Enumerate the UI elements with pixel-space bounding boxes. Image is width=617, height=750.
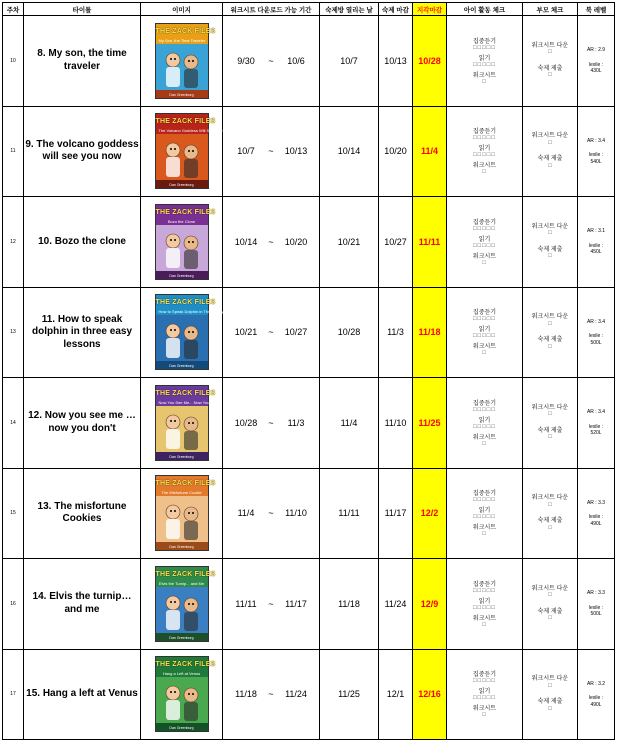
lexile-label: lexile : (588, 61, 604, 68)
lexile-value: 490L (590, 701, 602, 708)
download-period (223, 106, 320, 197)
parent-submit-label: 숙제 제출 (537, 337, 563, 344)
read-checkboxes[interactable]: □□□□□ (472, 242, 497, 249)
homework-open-date: 11/18 (320, 559, 379, 650)
read-label: 읽기 (478, 417, 491, 424)
period-separator: ~ (268, 236, 274, 247)
homework-open-date: 10/14 (320, 106, 379, 197)
parent-download-checkbox[interactable]: □ (548, 139, 552, 146)
late-due-date: 11/18 (413, 287, 447, 378)
homework-due-date: 10/20 (379, 106, 413, 197)
parent-download-label: 워크시트 다운 (531, 223, 569, 230)
download-period (223, 16, 320, 107)
late-due-date: 11/4 (413, 106, 447, 197)
listen-label: 집중듣기 (472, 491, 497, 498)
ar-level: AR : 3.4 (586, 409, 606, 415)
cover-figures (156, 225, 208, 271)
worksheet-label: 워크시트 (472, 72, 497, 79)
homework-due-date: 11/17 (379, 468, 413, 559)
table-row (3, 287, 615, 378)
book-level (578, 197, 615, 288)
table-row (3, 649, 615, 740)
header-late-due: 지각마감 (413, 3, 447, 16)
period-end: 10/13 (284, 146, 308, 157)
homework-due-date: 10/27 (379, 197, 413, 288)
activity-check (447, 468, 523, 559)
book-title: 9. The volcano goddess will see you now (24, 106, 141, 197)
lexile-value: 520L (590, 430, 602, 436)
book-title: 15. Hang a left at Venus (24, 649, 141, 740)
book-level (578, 649, 615, 740)
ar-level: AR : 3.4 (586, 318, 606, 325)
homework-open-date: 10/28 (320, 287, 379, 378)
period-end: 10/20 (284, 236, 308, 247)
cover-cell (141, 197, 223, 288)
parent-submit-label: 숙제 제출 (537, 156, 563, 163)
cover-cell (141, 649, 223, 740)
ar-level: AR : 3.4 (586, 137, 606, 144)
listen-label: 집중듣기 (472, 129, 497, 136)
ar-level: AR : 3.2 (586, 680, 606, 687)
cover-series-logo: THE ZACK FILES (155, 118, 216, 126)
parent-download-label: 워크시트 다운 (531, 133, 569, 140)
book-title: 11. How to speak dolphin in three easy lessons (24, 287, 141, 378)
lexile-label: lexile : (588, 242, 604, 249)
parent-download-label: 워크시트 다운 (531, 42, 569, 49)
parent-download-checkbox[interactable]: □ (548, 320, 552, 327)
worksheet-label: 워크시트 (472, 163, 497, 170)
read-checkboxes[interactable]: □□□□□ (472, 604, 497, 611)
header-open-day: 숙제방 열리는 날 (320, 3, 379, 16)
week-number: 15 (3, 468, 24, 559)
parent-check (523, 649, 578, 740)
parent-download-label: 워크시트 다운 (531, 314, 569, 321)
homework-due-date: 11/10 (379, 378, 413, 469)
week-number: 17 (3, 649, 24, 740)
late-due-date: 12/9 (413, 559, 447, 650)
download-period (223, 559, 320, 650)
read-label: 읽기 (478, 598, 491, 605)
lexile-label: lexile : (588, 695, 604, 701)
activity-check (447, 559, 523, 650)
homework-due-date: 11/3 (379, 287, 413, 378)
reading-schedule-table (2, 2, 615, 740)
parent-download-label: 워크시트 다운 (531, 676, 569, 683)
week-number: 13 (3, 287, 24, 378)
parent-check (523, 378, 578, 469)
parent-submit-checkbox[interactable]: □ (548, 72, 552, 79)
cover-figures (156, 677, 208, 723)
listen-label: 집중듣기 (472, 400, 497, 407)
period-separator: ~ (268, 508, 274, 519)
lexile-label: lexile : (588, 604, 604, 611)
late-due-date: 12/16 (413, 649, 447, 740)
download-period (223, 378, 320, 469)
cover-figures (156, 496, 208, 542)
period-end: 11/10 (285, 508, 307, 519)
book-cover-image (155, 566, 216, 642)
worksheet-label: 워크시트 (472, 525, 497, 532)
cover-author: Dan Greenburg (169, 635, 194, 640)
parent-submit-checkbox[interactable]: □ (548, 343, 552, 350)
cover-title: Hang a Left at Venus (162, 671, 201, 677)
listen-label: 집중듣기 (472, 581, 497, 588)
cover-figures (156, 587, 208, 633)
cover-title: Elvis the Turnip... and Me (158, 580, 205, 586)
read-checkboxes[interactable]: □□□□□ (472, 423, 497, 430)
activity-check (447, 16, 523, 107)
period-start: 10/21 (234, 327, 258, 338)
homework-due-date: 12/1 (379, 649, 413, 740)
parent-download-checkbox[interactable]: □ (548, 592, 552, 599)
cover-illustration (156, 406, 208, 452)
header-parent-check: 부모 체크 (523, 3, 578, 16)
week-number: 10 (3, 16, 24, 107)
listen-checkboxes[interactable]: □□□□□ (472, 406, 497, 413)
cover-title: Bozo the Clone (167, 218, 196, 224)
table-row (3, 468, 615, 559)
parent-submit-checkbox[interactable]: □ (548, 615, 552, 622)
parent-download-checkbox[interactable]: □ (548, 49, 552, 56)
parent-submit-label: 숙제 제출 (537, 608, 563, 615)
listen-checkboxes[interactable]: □□□□□ (472, 44, 497, 51)
cover-series-logo: THE ZACK FILES (155, 661, 216, 669)
book-title: 13. The misfortune Cookies (24, 468, 141, 559)
cover-figures (156, 315, 208, 361)
lexile-value: 490L (590, 520, 602, 527)
parent-submit-checkbox[interactable]: □ (548, 253, 552, 260)
ar-level: AR : 3.1 (586, 228, 606, 234)
worksheet-checkbox[interactable]: □ (482, 440, 487, 447)
lexile-value: 430L (590, 68, 602, 74)
read-label: 읽기 (478, 55, 491, 62)
cover-title: The Volcano Goddess Will See You Now (158, 128, 231, 134)
cover-series-logo: THE ZACK FILES (155, 480, 216, 488)
lexile-value: 540L (590, 158, 602, 165)
parent-check (523, 287, 578, 378)
ar-level: AR : 2.9 (586, 47, 606, 53)
cover-author: Dan Greenburg (169, 273, 194, 278)
parent-submit-label: 숙제 제출 (537, 65, 563, 72)
cover-cell (141, 468, 223, 559)
worksheet-label: 워크시트 (472, 706, 497, 713)
cover-cell (141, 16, 223, 107)
parent-submit-checkbox[interactable]: □ (548, 705, 552, 712)
cover-illustration (156, 134, 208, 180)
header-due: 숙제 마감 (379, 3, 413, 16)
period-separator: ~ (268, 598, 274, 609)
read-checkboxes[interactable]: □□□□□ (472, 514, 497, 521)
cover-illustration (156, 315, 208, 361)
book-level (578, 16, 615, 107)
book-cover-image (155, 204, 216, 280)
listen-checkboxes[interactable]: □□□□□ (472, 678, 497, 685)
period-start: 10/7 (237, 146, 255, 157)
book-title: 8. My son, the time traveler (24, 16, 141, 107)
table-row (3, 197, 615, 288)
period-start: 11/11 (235, 598, 257, 609)
late-due-date: 12/2 (413, 468, 447, 559)
period-separator: ~ (268, 146, 274, 157)
period-start: 11/18 (235, 689, 257, 700)
header-activity-check: 아이 활동 체크 (447, 3, 523, 16)
cover-cell (141, 378, 223, 469)
worksheet-checkbox[interactable]: □ (482, 78, 487, 85)
homework-due-date: 11/24 (379, 559, 413, 650)
cover-series-logo: THE ZACK FILES (155, 570, 216, 578)
listen-label: 집중듣기 (472, 38, 497, 45)
activity-check (447, 106, 523, 197)
table-row (3, 559, 615, 650)
book-title: 14. Elvis the turnip… and me (24, 559, 141, 650)
lexile-label: lexile : (588, 333, 604, 339)
worksheet-label: 워크시트 (472, 253, 497, 260)
cover-cell (141, 106, 231, 197)
cover-author: Dan Greenburg (169, 92, 194, 97)
lexile-value: 450L (590, 249, 602, 255)
parent-download-checkbox[interactable]: □ (548, 682, 552, 689)
book-level (578, 106, 615, 197)
activity-check (447, 197, 523, 288)
late-due-date: 11/11 (413, 197, 447, 288)
lexile-value: 500L (590, 611, 602, 617)
table-row (3, 378, 615, 469)
download-period (223, 468, 320, 559)
read-label: 읽기 (478, 327, 491, 334)
cover-cell (141, 287, 240, 378)
read-label: 읽기 (478, 689, 491, 696)
lexile-label: lexile : (588, 514, 604, 520)
parent-check (523, 559, 578, 650)
worksheet-checkbox[interactable]: □ (482, 169, 487, 176)
cover-figures (156, 44, 208, 90)
header-image: 이미지 (141, 3, 223, 16)
cover-title: My Son, the Time Traveler (158, 37, 206, 43)
period-end: 10/27 (284, 327, 308, 338)
book-level (578, 468, 615, 559)
period-end: 11/24 (285, 689, 307, 700)
parent-check (523, 106, 578, 197)
activity-check (447, 378, 523, 469)
period-separator: ~ (268, 55, 274, 66)
header-title: 타이틀 (24, 3, 141, 16)
cover-illustration (156, 225, 208, 271)
worksheet-label: 워크시트 (472, 615, 497, 622)
homework-open-date: 10/21 (320, 197, 379, 288)
cover-series-logo: THE ZACK FILES (155, 27, 216, 35)
parent-check (523, 197, 578, 288)
cover-series-logo: THE ZACK FILES (155, 389, 216, 397)
book-cover-image (155, 113, 231, 189)
read-label: 읽기 (478, 508, 491, 515)
book-cover-image (155, 23, 216, 99)
download-period (223, 197, 320, 288)
download-period (223, 649, 320, 740)
header-download-period: 워크시트 다운로드 가능 기간 (223, 3, 320, 16)
read-label: 읽기 (478, 146, 491, 153)
book-cover-image (155, 294, 240, 370)
header-week: 주차 (3, 3, 24, 16)
table-row (3, 106, 615, 197)
cover-illustration (156, 587, 208, 633)
homework-open-date: 11/4 (320, 378, 379, 469)
book-cover-image (155, 656, 216, 732)
lexile-label: lexile : (588, 152, 604, 158)
cover-title: Now You See Me... Now You Don't (158, 399, 220, 405)
parent-submit-label: 숙제 제출 (537, 699, 563, 706)
homework-open-date: 10/7 (320, 16, 379, 107)
period-start: 11/4 (237, 508, 255, 519)
cover-figures (156, 406, 208, 452)
read-checkboxes[interactable]: □□□□□ (472, 695, 497, 702)
book-title: 12. Now you see me …now you don't (24, 378, 141, 469)
cover-author: Dan Greenburg (169, 545, 194, 550)
listen-label: 집중듣기 (472, 310, 497, 317)
homework-open-date: 11/11 (320, 468, 379, 559)
week-number: 11 (3, 106, 24, 197)
parent-check (523, 16, 578, 107)
book-title: 10. Bozo the clone (24, 197, 141, 288)
listen-label: 집중듣기 (472, 672, 497, 679)
worksheet-checkbox[interactable]: □ (482, 621, 487, 628)
worksheet-checkbox[interactable]: □ (482, 712, 487, 719)
late-due-date: 11/25 (413, 378, 447, 469)
parent-download-label: 워크시트 다운 (531, 404, 569, 411)
period-end: 10/6 (287, 55, 305, 66)
week-number: 16 (3, 559, 24, 650)
worksheet-label: 워크시트 (472, 434, 497, 441)
period-start: 10/28 (234, 417, 258, 428)
parent-submit-checkbox[interactable]: □ (548, 434, 552, 441)
parent-download-checkbox[interactable]: □ (548, 230, 552, 237)
period-separator: ~ (268, 327, 274, 338)
cover-cell (141, 559, 223, 650)
read-checkboxes[interactable]: □□□□□ (472, 333, 497, 340)
period-end: 11/3 (287, 417, 305, 428)
listen-checkboxes[interactable]: □□□□□ (472, 316, 497, 323)
week-number: 12 (3, 197, 24, 288)
homework-open-date: 11/25 (320, 649, 379, 740)
ar-level: AR : 3.3 (586, 590, 606, 596)
period-separator: ~ (268, 417, 274, 428)
book-cover-image (155, 385, 220, 461)
book-cover-image (155, 475, 216, 551)
parent-submit-checkbox[interactable]: □ (548, 524, 552, 531)
period-separator: ~ (268, 689, 274, 700)
listen-checkboxes[interactable]: □□□□□ (472, 497, 497, 504)
book-level (578, 287, 615, 378)
listen-checkboxes[interactable]: □□□□□ (472, 587, 497, 594)
cover-author: Dan Greenburg (169, 183, 194, 188)
cover-illustration (156, 677, 208, 723)
read-checkboxes[interactable]: □□□□□ (472, 152, 497, 159)
read-label: 읽기 (478, 236, 491, 243)
parent-submit-label: 숙제 제출 (537, 246, 563, 253)
worksheet-checkbox[interactable]: □ (482, 259, 487, 266)
book-level (578, 559, 615, 650)
cover-author: Dan Greenburg (169, 726, 194, 731)
header-row (3, 3, 615, 16)
parent-check (523, 468, 578, 559)
table-row (3, 16, 615, 107)
period-end: 11/17 (285, 598, 307, 609)
listen-label: 집중듣기 (472, 219, 497, 226)
worksheet-label: 워크시트 (472, 344, 497, 351)
parent-submit-label: 숙제 제출 (537, 427, 563, 434)
lexile-label: lexile : (588, 423, 604, 430)
parent-submit-checkbox[interactable]: □ (548, 162, 552, 169)
week-number: 14 (3, 378, 24, 469)
cover-title: How to Speak Dolphin in Three Easy Lessons (158, 309, 240, 315)
cover-figures (156, 134, 208, 180)
read-checkboxes[interactable]: □□□□□ (472, 61, 497, 68)
cover-series-logo: THE ZACK FILES (155, 208, 216, 216)
book-level (578, 378, 615, 469)
worksheet-checkbox[interactable]: □ (482, 531, 487, 538)
cover-title: The Misfortune Cookie (161, 490, 202, 496)
ar-level: AR : 3.3 (586, 499, 606, 506)
period-start: 9/30 (237, 55, 255, 66)
listen-checkboxes[interactable]: □□□□□ (472, 135, 497, 142)
lexile-value: 500L (590, 339, 602, 346)
parent-download-label: 워크시트 다운 (531, 495, 569, 502)
header-book-level: 북 레벨 (578, 3, 615, 16)
parent-submit-label: 숙제 제출 (537, 518, 563, 525)
worksheet-checkbox[interactable]: □ (482, 350, 487, 357)
parent-download-label: 워크시트 다운 (531, 585, 569, 592)
late-due-date: 10/28 (413, 16, 447, 107)
cover-illustration (156, 44, 208, 90)
cover-author: Dan Greenburg (169, 454, 194, 459)
period-start: 10/14 (234, 236, 258, 247)
parent-download-checkbox[interactable]: □ (548, 411, 552, 418)
listen-checkboxes[interactable]: □□□□□ (472, 225, 497, 232)
parent-download-checkbox[interactable]: □ (548, 501, 552, 508)
homework-due-date: 10/13 (379, 16, 413, 107)
activity-check (447, 649, 523, 740)
activity-check (447, 287, 523, 378)
cover-author: Dan Greenburg (169, 364, 194, 369)
download-period (223, 287, 320, 378)
cover-illustration (156, 496, 208, 542)
cover-series-logo: THE ZACK FILES (155, 299, 216, 307)
